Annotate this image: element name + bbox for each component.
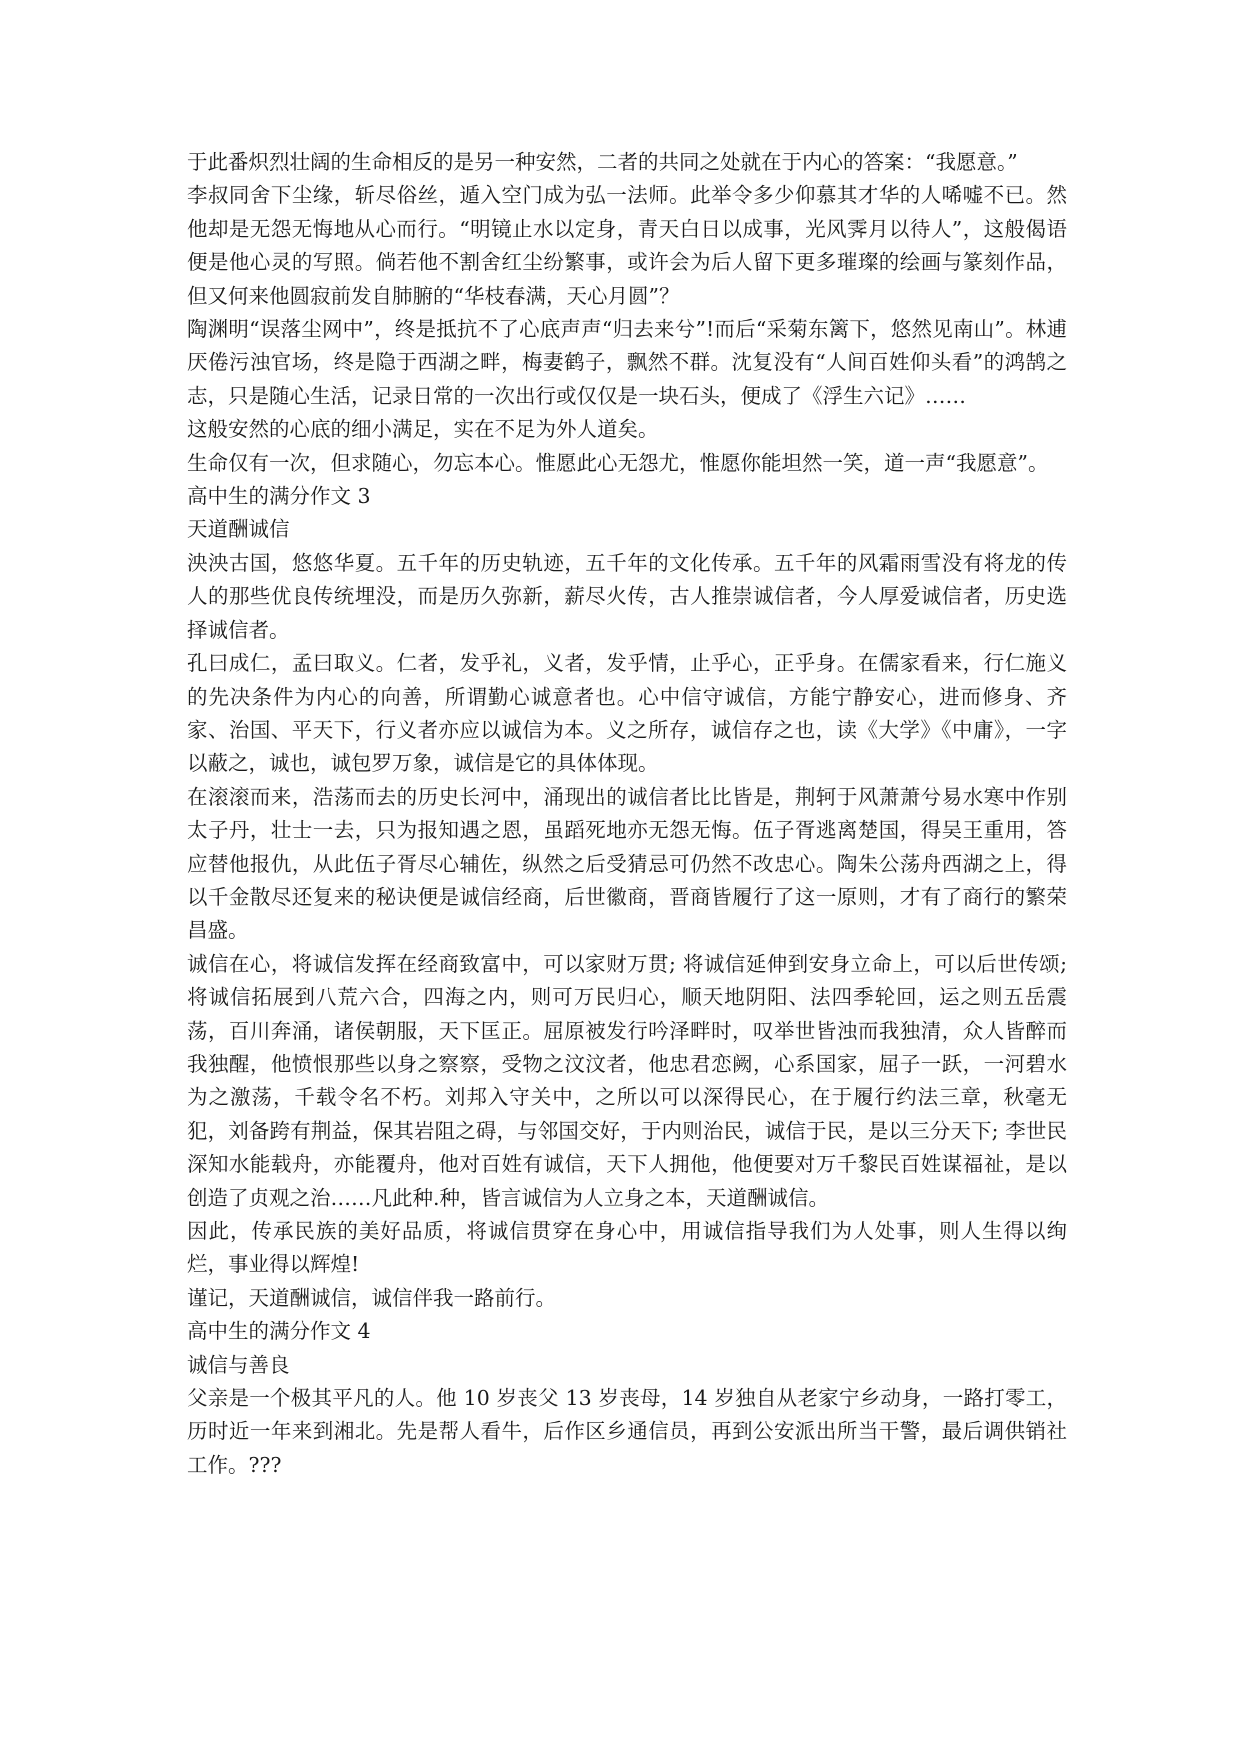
paragraph: 李叔同舍下尘缘，斩尽俗丝，遁入空门成为弘一法师。此举令多少仰慕其才华的人唏嘘不已。然他却是无怨无悔地从心而行。“明镜止水以定身，青天白日以成事，光风霁月以待人”，这般偈语便是他心灵的写照。倘若他不割舍红尘纷繁事，或许会为后人留下更多璀璨的绘画与篆刻作品，但又何来他圆寂前发自肺腑的“华枝春满，天心月圆”？ — [187, 183, 1067, 308]
section-heading: 高中生的满分作文 4 — [187, 1319, 371, 1344]
paragraph: 于此番炽烈壮阔的生命相反的是另一种安然，二者的共同之处就在于内心的答案：“我愿意。” — [187, 150, 1018, 174]
paragraph: 泱泱古国，悠悠华夏。五千年的历史轨迹，五千年的文化传承。五千年的风霜雨雪没有将龙的传人的那些优良传统埋没，而是历久弥新，薪尽火传，古人推崇诚信者，今人厚爱诚信者，历史选择诚信者。 — [187, 550, 1067, 642]
section-heading: 高中生的满分作文 3 — [187, 484, 371, 509]
essay-title: 诚信与善良 — [187, 1352, 290, 1377]
essay-title: 天道酬诚信 — [187, 517, 290, 542]
paragraph: 谨记，天道酬诚信，诚信伴我一路前行。 — [187, 1285, 556, 1310]
document-body — [187, 146, 1067, 1482]
paragraph: 这般安然的心底的细小满足，实在不足为外人道矣。 — [187, 417, 659, 442]
paragraph: 陶渊明“误落尘网中”，终是抵抗不了心底声声“归去来兮”!而后“采菊东篱下，悠然见南山”。林逋厌倦污浊官场，终是隐于西湖之畔，梅妻鹤子，飘然不群。沈复没有“人间百姓仰头看”的鸿鹄之志，只是随心生活，记录日常的一次出行或仅仅是一块石头，便成了《浮生六记》…… — [187, 317, 1067, 408]
paragraph: 在滚滚而来，浩荡而去的历史长河中，涌现出的诚信者比比皆是，荆轲于风萧萧兮易水寒中作别太子丹，壮士一去，只为报知遇之恩，虽蹈死地亦无怨无悔。伍子胥逃离楚国，得吴王重用，答应替他报仇，从此伍子胥尽心辅佐，纵然之后受猜忌可仍然不改忠心。陶朱公荡舟西湖之上，得以千金散尽还复来的秘诀便是诚信经商，后世徽商，晋商皆履行了这一原则，才有了商行的繁荣昌盛。 — [187, 784, 1067, 943]
paragraph: 生命仅有一次，但求随心，勿忘本心。惟愿此心无怨尤，惟愿你能坦然一笑，道一声“我愿意”。 — [187, 450, 1049, 475]
paragraph: 诚信在心，将诚信发挥在经商致富中，可以家财万贯; 将诚信延伸到安身立命上，可以后世传颂; 将诚信拓展到八荒六合，四海之内，则可万民归心，顺天地阴阳、法四季轮回，运之则五岳震荡，百川奔涌，诸侯朝服，天下匡正。屈原被发行吟泽畔时，叹举世皆浊而我独清，众人皆醉而我独醒，他愤恨那些以身之察察，受物之汶汶者，他忠君恋阙，心系国家，屈子一跃，一河碧水为之激荡，千载令名不朽。刘邦入守关中，之所以可以深得民心，在于履行约法三章，秋毫无犯，刘备跨有荆益，保其岩阻之碍，与邻国交好，于内则治民，诚信于民，是以三分天下; 李世民深知水能载舟，亦能覆舟，他对百姓有诚信，天下人拥他，他便要对万千黎民百姓谋福祉，是以创造了贞观之治……凡此种.种，皆言诚信为人立身之本，天道酬诚信。 — [187, 951, 1067, 1210]
paragraph: 父亲是一个极其平凡的人。他 10 岁丧父 13 岁丧母，14 岁独自从老家宁乡动身，一路打零工，历时近一年来到湘北。先是帮人看牛，后作区乡通信员，再到公安派出所当干警，最后调供销社工作。??? — [187, 1386, 1067, 1477]
paragraph: 因此，传承民族的美好品质，将诚信贯穿在身心中，用诚信指导我们为人处事，则人生得以绚烂，事业得以辉煌! — [187, 1219, 1067, 1277]
paragraph: 孔曰成仁，孟曰取义。仁者，发乎礼，义者，发乎情，止乎心，正乎身。在儒家看来，行仁施义的先决条件为内心的向善，所谓勤心诚意者也。心中信守诚信，方能宁静安心，进而修身、齐家、治国、平天下，行义者亦应以诚信为本。义之所存，诚信存之也，读《大学》《中庸》，一字以蔽之，诚也，诚包罗万象，诚信是它的具体体现。 — [187, 651, 1067, 776]
